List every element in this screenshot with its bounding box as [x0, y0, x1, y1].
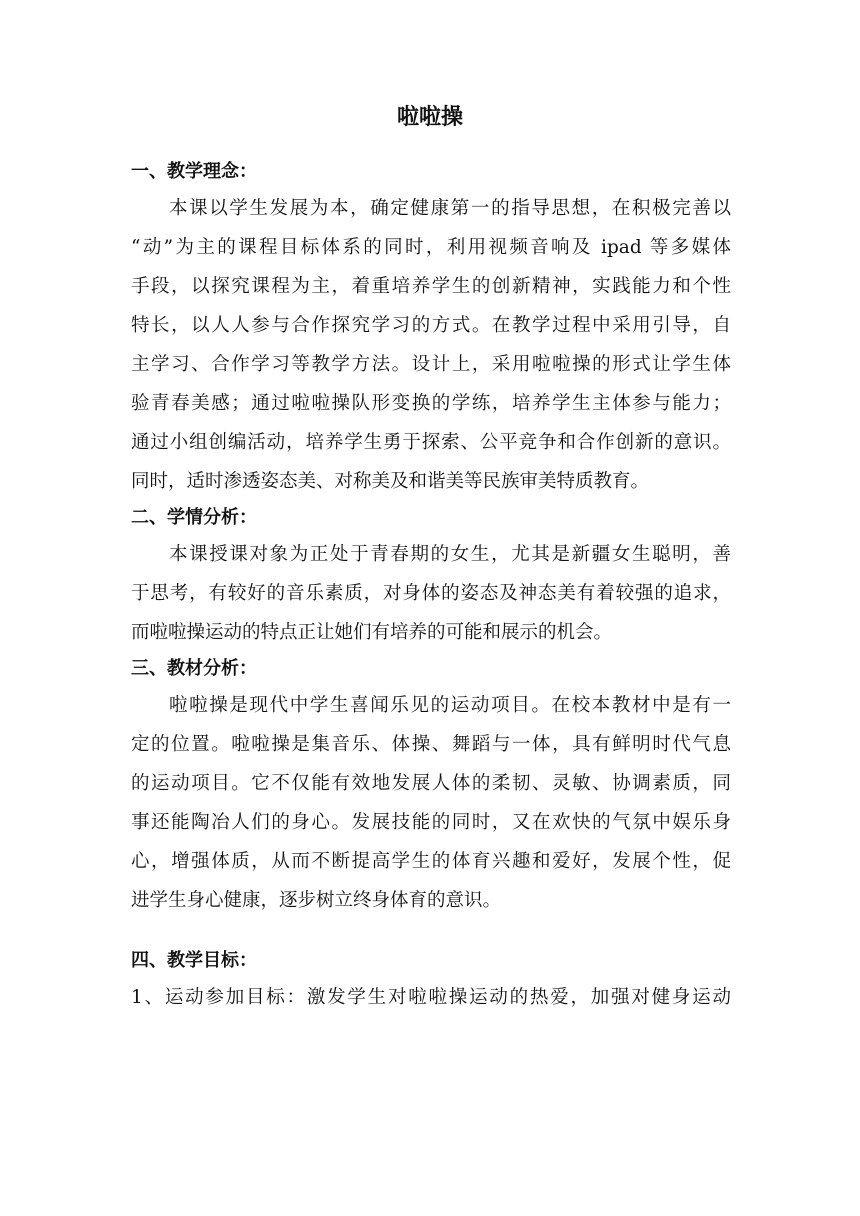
paragraph-line: 同时，适时渗透姿态美、对称美及和谐美等民族审美特质教育。: [131, 471, 650, 492]
paragraph-line: 心，增强体质，从而不断提高学生的体育兴趣和爱好，发展个性，促: [131, 851, 731, 872]
paragraph-line: 手段，以探究课程为主，着重培养学生的创新精神，实践能力和个性: [131, 276, 731, 297]
paragraph-line: 通过小组创编活动，培养学生勇于探索、公平竞争和合作创新的意识。: [131, 432, 731, 453]
paragraph-line: 本课授课对象为正处于青春期的女生，尤其是新疆女生聪明，善: [169, 544, 731, 565]
paragraph-line: 事还能陶冶人们的身心。发展技能的同时，又在欢快的气氛中娱乐身: [131, 812, 731, 833]
section-heading: 二、学情分析：: [131, 507, 257, 528]
document-title: 啦啦操: [396, 104, 463, 130]
paragraph-line: 进学生身心健康，逐步树立终身体育的意识。: [131, 890, 502, 911]
section-heading: 一、教学理念：: [131, 161, 257, 182]
paragraph-line: 的运动项目。它不仅能有效地发展人体的柔韧、灵敏、协调素质，同: [131, 773, 731, 794]
section-teaching-philosophy: [131, 155, 731, 501]
section-student-analysis: [131, 501, 731, 652]
paragraph-line: 验青春美感；通过啦啦操队形变换的学练，培养学生主体参与能力；: [131, 393, 731, 414]
paragraph-line: 主学习、合作学习等教学方法。设计上，采用啦啦操的形式让学生体: [131, 354, 731, 375]
document-body: [131, 155, 731, 1017]
paragraph-line: 定的位置。啦啦操是集音乐、体操、舞蹈与一体，具有鲜明时代气息: [131, 734, 731, 755]
paragraph-line: 啦啦操是现代中学生喜闻乐见的运动项目。在校本教材中是有一: [169, 695, 731, 716]
paragraph-line: 本课以学生发展为本，确定健康第一的指导思想，在积极完善以: [169, 198, 731, 219]
section-material-analysis: [131, 652, 731, 920]
section-heading: 四、教学目标：: [131, 950, 257, 971]
paragraph-line: 特长，以人人参与合作探究学习的方式。在教学过程中采用引导，自: [131, 315, 731, 336]
paragraph-line: 于思考，有较好的音乐素质，对身体的姿态及神态美有着较强的追求，: [131, 583, 731, 604]
section-teaching-goals: [131, 944, 731, 1017]
paragraph-line: 而啦啦操运动的特点正让她们有培养的可能和展示的机会。: [131, 622, 613, 643]
paragraph-line: “动”为主的课程目标体系的同时，利用视频音响及 ipad 等多媒体: [131, 237, 731, 258]
section-heading: 三、教材分析：: [131, 658, 257, 679]
paragraph-line: 1、运动参加目标：激发学生对啦啦操运动的热爱，加强对健身运动: [131, 987, 731, 1008]
section-spacer: [131, 920, 731, 944]
